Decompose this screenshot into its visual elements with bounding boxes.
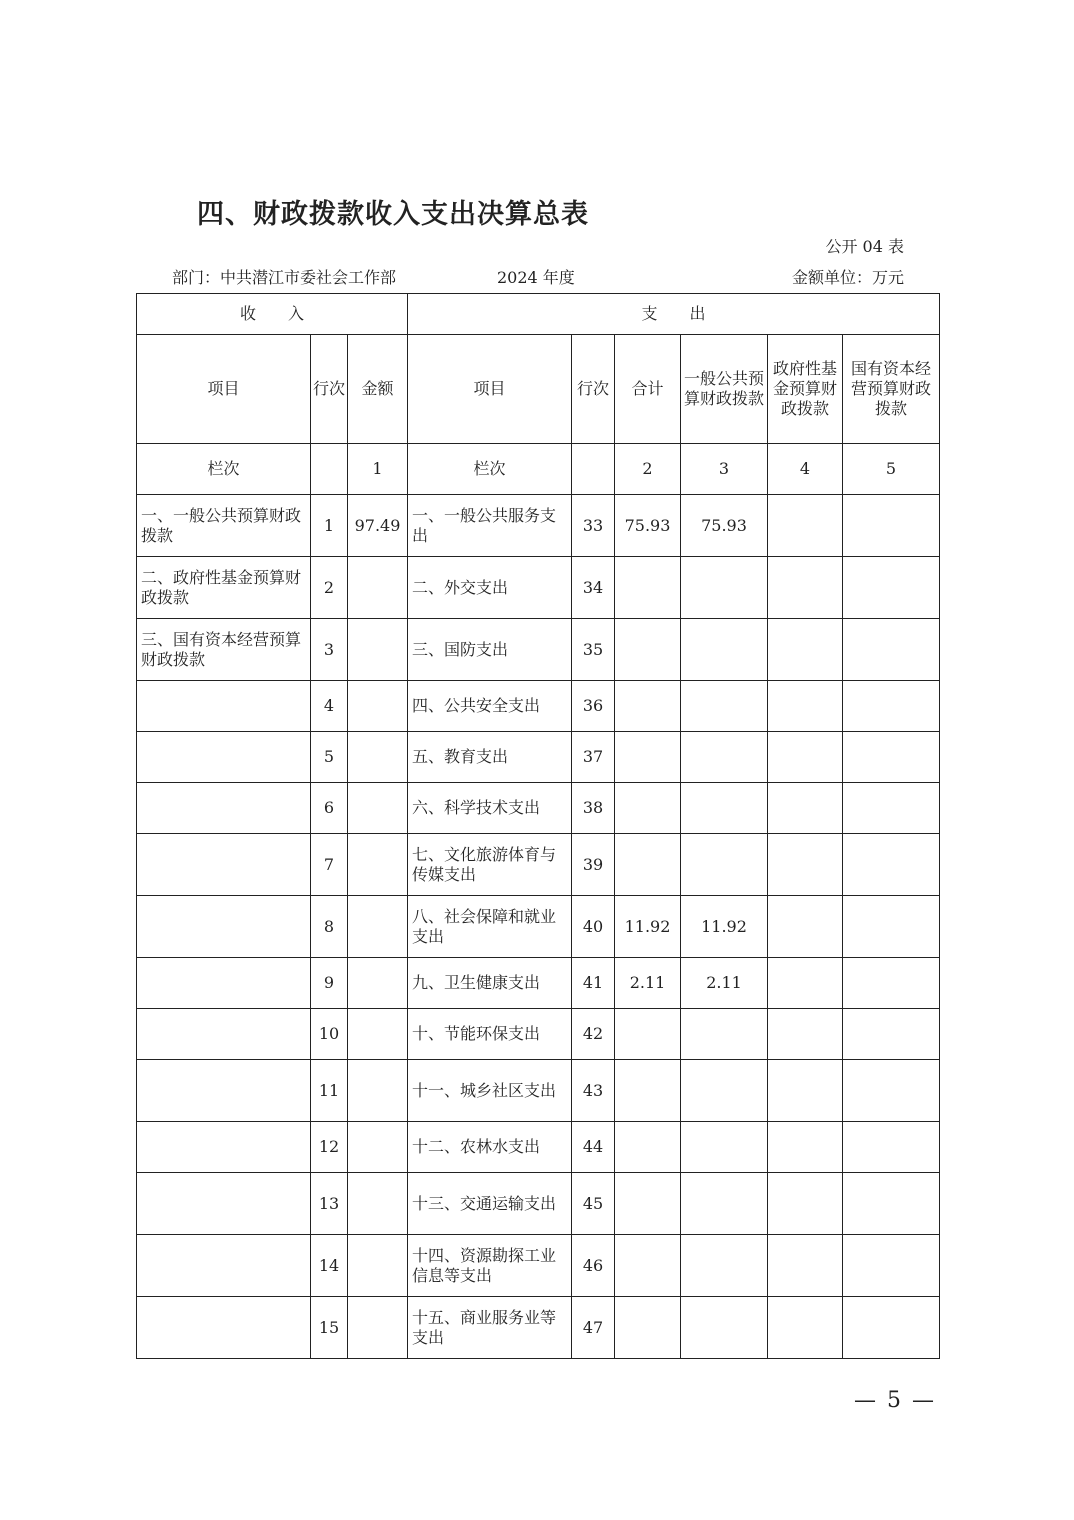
total-cell [615, 1009, 681, 1060]
table-row [137, 495, 940, 557]
total-cell [615, 681, 681, 732]
expense-row-no-cell: 43 [572, 1060, 615, 1122]
expense-row-no-cell: 35 [572, 619, 615, 681]
fund-budget-cell [768, 783, 843, 834]
total-cell: 11.92 [615, 896, 681, 958]
table-row [137, 681, 940, 732]
capital-budget-cell [843, 1122, 940, 1173]
column-index-1: 1 [348, 444, 408, 495]
table-row [137, 958, 940, 1009]
table-row [137, 783, 940, 834]
department-label: 部门：中共潜江市委社会工作部 [172, 268, 397, 287]
table-row [137, 834, 940, 896]
capital-budget-cell [843, 732, 940, 783]
general-budget-cell [681, 619, 768, 681]
general-budget-cell [681, 834, 768, 896]
total-cell [615, 732, 681, 783]
fund-budget-cell [768, 896, 843, 958]
income-item-cell [137, 1122, 311, 1173]
income-item-cell: 一、一般公共预算财政拨款 [137, 495, 311, 557]
income-row-no-header: 行次 [311, 335, 348, 444]
total-cell [615, 1235, 681, 1297]
income-row-no-cell: 13 [311, 1173, 348, 1235]
capital-budget-cell [843, 783, 940, 834]
capital-budget-cell [843, 1297, 940, 1359]
income-row-no-cell: 10 [311, 1009, 348, 1060]
expense-item-cell: 八、社会保障和就业支出 [408, 896, 572, 958]
table-row [137, 1235, 940, 1297]
income-amount-cell [348, 681, 408, 732]
table-code: 公开 04 表 [825, 237, 904, 256]
total-cell [615, 1122, 681, 1173]
table-row [137, 1009, 940, 1060]
general-budget-cell [681, 1060, 768, 1122]
expense-row-no-cell: 42 [572, 1009, 615, 1060]
total-cell: 75.93 [615, 495, 681, 557]
fund-budget-cell [768, 681, 843, 732]
income-item-cell [137, 783, 311, 834]
income-item-cell [137, 896, 311, 958]
table-row [137, 1173, 940, 1235]
expense-row-no-cell: 40 [572, 896, 615, 958]
table-row [137, 557, 940, 619]
general-budget-cell [681, 1297, 768, 1359]
expense-row-no-cell: 38 [572, 783, 615, 834]
capital-budget-cell [843, 681, 940, 732]
expense-row-no-cell: 41 [572, 958, 615, 1009]
income-row-no-cell: 6 [311, 783, 348, 834]
column-index-empty [572, 444, 615, 495]
total-cell: 2.11 [615, 958, 681, 1009]
capital-budget-cell [843, 1009, 940, 1060]
income-row-no-cell: 14 [311, 1235, 348, 1297]
total-cell [615, 1297, 681, 1359]
total-cell [615, 557, 681, 619]
capital-budget-cell [843, 834, 940, 896]
income-row-no-cell: 15 [311, 1297, 348, 1359]
income-item-cell [137, 1173, 311, 1235]
income-amount-cell [348, 896, 408, 958]
income-row-no-cell: 12 [311, 1122, 348, 1173]
income-amount-cell [348, 1235, 408, 1297]
income-row-no-cell: 3 [311, 619, 348, 681]
column-index-3: 3 [681, 444, 768, 495]
fund-budget-cell [768, 1122, 843, 1173]
income-item-cell [137, 1060, 311, 1122]
income-item-cell [137, 681, 311, 732]
capital-budget-cell [843, 1173, 940, 1235]
income-amount-cell [348, 834, 408, 896]
table-row [137, 896, 940, 958]
total-header: 合计 [615, 335, 681, 444]
fund-budget-cell [768, 1060, 843, 1122]
general-budget-header: 一般公共预算财政拨款 [681, 335, 768, 444]
fund-budget-cell [768, 1009, 843, 1060]
income-amount-cell [348, 783, 408, 834]
expense-row-no-cell: 45 [572, 1173, 615, 1235]
income-item-header: 项目 [137, 335, 311, 444]
table-row [137, 1297, 940, 1359]
general-budget-cell [681, 1122, 768, 1173]
total-cell [615, 783, 681, 834]
expense-row-no-cell: 34 [572, 557, 615, 619]
general-budget-cell: 11.92 [681, 896, 768, 958]
income-row-no-cell: 2 [311, 557, 348, 619]
income-row-no-cell: 9 [311, 958, 348, 1009]
fund-budget-cell [768, 1297, 843, 1359]
total-cell [615, 1060, 681, 1122]
fund-budget-header: 政府性基金预算财政拨款 [768, 335, 843, 444]
expense-item-cell: 七、文化旅游体育与传媒支出 [408, 834, 572, 896]
capital-budget-cell [843, 619, 940, 681]
capital-budget-cell [843, 1060, 940, 1122]
expense-item-cell: 十五、商业服务业等支出 [408, 1297, 572, 1359]
general-budget-cell [681, 681, 768, 732]
expense-item-cell: 十二、农林水支出 [408, 1122, 572, 1173]
expense-item-header: 项目 [408, 335, 572, 444]
budget-summary-table [136, 293, 940, 1359]
expense-row-no-cell: 44 [572, 1122, 615, 1173]
expense-item-cell: 十一、城乡社区支出 [408, 1060, 572, 1122]
expense-item-cell: 九、卫生健康支出 [408, 958, 572, 1009]
expense-item-cell: 二、外交支出 [408, 557, 572, 619]
general-budget-cell: 2.11 [681, 958, 768, 1009]
expense-item-cell: 十四、资源勘探工业信息等支出 [408, 1235, 572, 1297]
expense-section-header: 支 出 [408, 294, 940, 335]
capital-budget-cell [843, 896, 940, 958]
capital-budget-cell [843, 958, 940, 1009]
column-index-4: 4 [768, 444, 843, 495]
expense-row-no-header: 行次 [572, 335, 615, 444]
fund-budget-cell [768, 557, 843, 619]
general-budget-cell [681, 1173, 768, 1235]
fund-budget-cell [768, 1173, 843, 1235]
column-index-expense-label: 栏次 [408, 444, 572, 495]
general-budget-cell [681, 732, 768, 783]
expense-row-no-cell: 46 [572, 1235, 615, 1297]
expense-row-no-cell: 37 [572, 732, 615, 783]
expense-row-no-cell: 39 [572, 834, 615, 896]
total-cell [615, 834, 681, 896]
expense-item-cell: 三、国防支出 [408, 619, 572, 681]
column-index-2: 2 [615, 444, 681, 495]
expense-row-no-cell: 47 [572, 1297, 615, 1359]
income-amount-cell [348, 958, 408, 1009]
income-row-no-cell: 8 [311, 896, 348, 958]
table-row [137, 1060, 940, 1122]
fund-budget-cell [768, 834, 843, 896]
fund-budget-cell [768, 619, 843, 681]
income-row-no-cell: 11 [311, 1060, 348, 1122]
income-amount-header: 金额 [348, 335, 408, 444]
fund-budget-cell [768, 495, 843, 557]
expense-item-cell: 四、公共安全支出 [408, 681, 572, 732]
income-row-no-cell: 4 [311, 681, 348, 732]
fund-budget-cell [768, 732, 843, 783]
income-item-cell [137, 1009, 311, 1060]
income-item-cell [137, 732, 311, 783]
expense-item-cell: 五、教育支出 [408, 732, 572, 783]
year-label: 2024 年度 [497, 268, 575, 287]
income-amount-cell [348, 732, 408, 783]
expense-item-cell: 十三、交通运输支出 [408, 1173, 572, 1235]
income-amount-cell [348, 1297, 408, 1359]
column-index-empty [311, 444, 348, 495]
column-index-label: 栏次 [137, 444, 311, 495]
general-budget-cell [681, 783, 768, 834]
expense-item-cell: 十、节能环保支出 [408, 1009, 572, 1060]
capital-budget-header: 国有资本经营预算财政拨款 [843, 335, 940, 444]
income-item-cell: 二、政府性基金预算财政拨款 [137, 557, 311, 619]
capital-budget-cell [843, 495, 940, 557]
unit-label: 金额单位：万元 [791, 268, 904, 287]
page-number: — 5 — [854, 1388, 936, 1413]
income-amount-cell [348, 1060, 408, 1122]
income-item-cell [137, 1235, 311, 1297]
general-budget-cell [681, 1009, 768, 1060]
income-amount-cell [348, 557, 408, 619]
income-amount-cell [348, 1122, 408, 1173]
general-budget-cell [681, 557, 768, 619]
table-row [137, 1122, 940, 1173]
capital-budget-cell [843, 1235, 940, 1297]
column-index-5: 5 [843, 444, 940, 495]
page-title: 四、财政拨款收入支出决算总表 [197, 199, 589, 230]
income-item-cell [137, 1297, 311, 1359]
income-item-cell [137, 834, 311, 896]
income-amount-cell [348, 619, 408, 681]
income-amount-cell: 97.49 [348, 495, 408, 557]
income-row-no-cell: 5 [311, 732, 348, 783]
general-budget-cell [681, 1235, 768, 1297]
expense-item-cell: 六、科学技术支出 [408, 783, 572, 834]
total-cell [615, 619, 681, 681]
total-cell [615, 1173, 681, 1235]
general-budget-cell: 75.93 [681, 495, 768, 557]
expense-row-no-cell: 33 [572, 495, 615, 557]
income-item-cell: 三、国有资本经营预算财政拨款 [137, 619, 311, 681]
income-amount-cell [348, 1009, 408, 1060]
income-section-header: 收 入 [137, 294, 408, 335]
income-row-no-cell: 7 [311, 834, 348, 896]
expense-row-no-cell: 36 [572, 681, 615, 732]
income-amount-cell [348, 1173, 408, 1235]
table-row [137, 619, 940, 681]
expense-item-cell: 一、一般公共服务支出 [408, 495, 572, 557]
income-row-no-cell: 1 [311, 495, 348, 557]
capital-budget-cell [843, 557, 940, 619]
table-row [137, 732, 940, 783]
fund-budget-cell [768, 1235, 843, 1297]
income-item-cell [137, 958, 311, 1009]
fund-budget-cell [768, 958, 843, 1009]
